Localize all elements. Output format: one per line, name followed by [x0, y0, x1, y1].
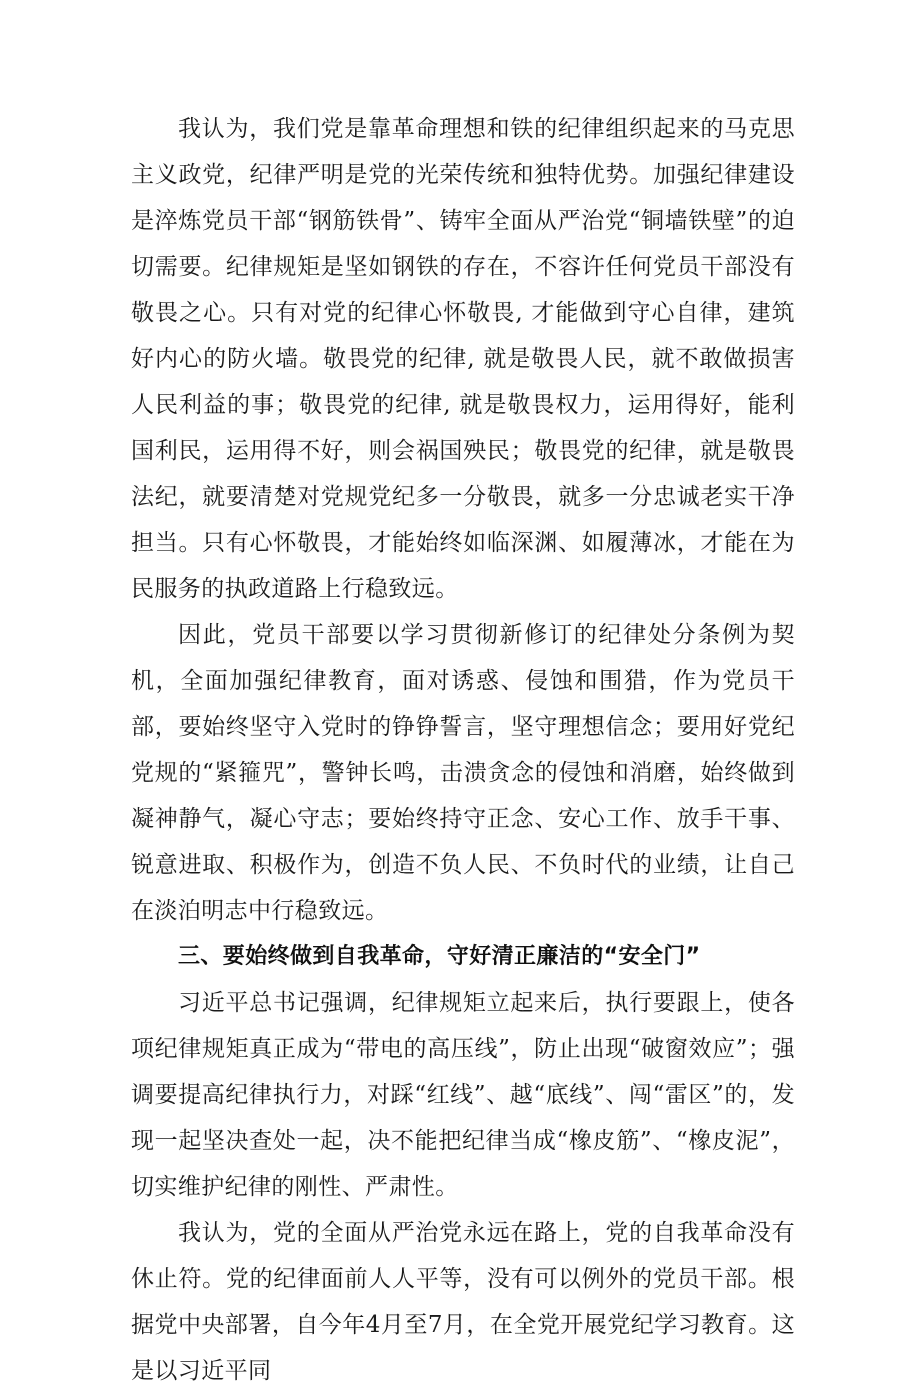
- document-body: [131, 106, 795, 1394]
- section-heading-3: 三、要始终做到自我革命，守好清正廉洁的“安全门”: [178, 944, 701, 969]
- paragraph-self-revolution: 我认为，党的全面从严治党永远在路上，党的自我革命没有休止符。党的纪律面前人人平等，没有可以例外的党员干部。根据党中央部署，自今年4月至7月，在全党开展党纪学习教育。这是以习近平同: [131, 1220, 795, 1384]
- paragraph-xi-emphasis: 习近平总书记强调，纪律规矩立起来后，执行要跟上，使各项纪律规矩真正成为“带电的高压线”，防止出现“破窗效应”；强调要提高纪律执行力，对踩“红线”、越“底线”、闯“雷区”的，发现一起坚决查处一起，决不能把纪律当成“橡皮筋”、“橡皮泥”，切实维护纪律的刚性、严肃性。: [131, 990, 795, 1200]
- paragraph-discipline-awe: 我认为，我们党是靠革命理想和铁的纪律组织起来的马克思主义政党，纪律严明是党的光荣传统和独特优势。加强纪律建设是淬炼党员干部“钢筋铁骨”、铸牢全面从严治党“铜墙铁壁”的迫切需要。纪律规矩是坚如钢铁的存在，不容许任何党员干部没有敬畏之心。只有对党的纪律心怀敬畏, 才能做到守心自律，建筑好内心的防火墙。敬畏党的纪律, 就是敬畏人民，就不敢做损害人民利益的事；敬畏党的纪律, 就是敬畏权力，运用得好，能利国利民，运用得不好，则会祸国殃民；敬畏党的纪律，就是敬畏法纪，就要清楚对党规党纪多一分敬畏，就多一分忠诚老实干净担当。只有心怀敬畏，才能始终如临深渊、如履薄冰，才能在为民服务的执政道路上行稳致远。: [131, 116, 795, 602]
- paragraph-therefore: 因此，党员干部要以学习贯彻新修订的纪律处分条例为契机，全面加强纪律教育，面对诱惑、侵蚀和围猎，作为党员干部，要始终坚守入党时的铮铮誓言，坚守理想信念；要用好党纪党规的“紧箍咒”，警钟长鸣，击溃贪念的侵蚀和消磨，始终做到凝神静气，凝心守志；要始终持守正念、安心工作、放手干事、锐意进取、积极作为，创造不负人民、不负时代的业绩，让自己在淡泊明志中行稳致远。: [131, 622, 795, 924]
